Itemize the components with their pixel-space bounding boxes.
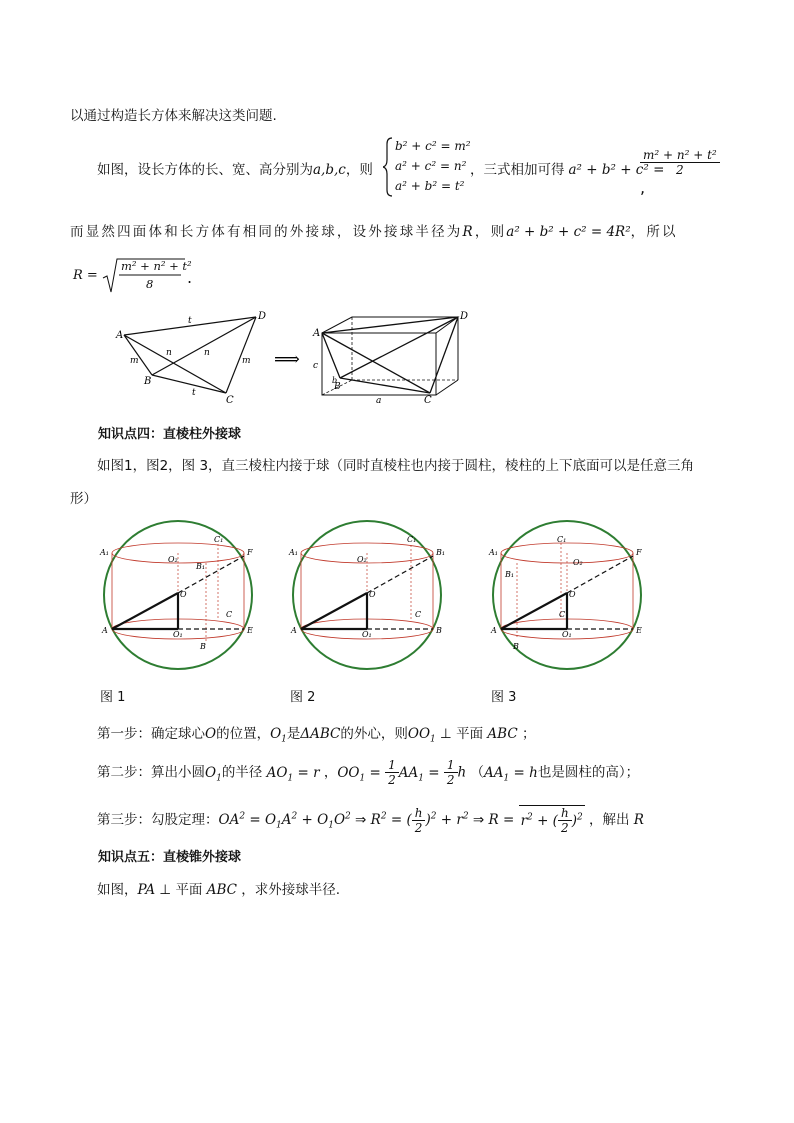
text-span: 是 [286,726,301,742]
label-O2: O₂ [357,555,367,564]
equation-row: a² + c² = n² [395,159,467,173]
label-B: B [144,376,152,387]
label-B1: B₁ [196,562,206,571]
label-O: O [180,590,187,599]
label-C: C [559,610,566,619]
label-B1: B₁ [436,548,446,557]
label-E: E [636,626,642,635]
step-1: 第一步：确定球心O的位置，$O_1$是ΔABC的外心，则$OO_1$ ⊥ 平面 ABC ； [97,726,536,745]
caption-fig-1: 图 1 [100,690,126,705]
paragraph-2 [97,158,373,178]
label-C1: C₁ [557,535,567,544]
text-span: 如图， [97,882,138,898]
tetrahedron-figure [108,305,488,405]
arrow-icon: ⟹ [274,349,300,370]
heading-knowledge-5: 知识点五：直棱锥外接球 [98,850,242,865]
edge-t: t [192,388,196,398]
edge-n: n [204,348,210,358]
label-F: F [636,548,642,557]
label-C: C [226,610,233,619]
text-span: ，三式相加可得 [470,162,565,178]
text-span: ，所以 [630,224,678,240]
sum-fraction: $\frac{\text{m² + n² + t²}}{2}$ , [640,148,720,197]
label-B1: B₁ [505,570,515,579]
text-span: 平面 [175,882,203,898]
label-c: c [313,361,319,371]
text-span: 的外心，则 [340,726,408,742]
edge-t: t [188,316,192,326]
text-span: 第一步：确定球心 [97,726,205,742]
fraction-numerator: m² + n² + t² [121,259,192,273]
label-D: D [258,311,267,322]
text-span: ，求外接球半径. [241,882,341,898]
label-F: F [247,548,253,557]
label-E: E [247,626,253,635]
label-O: O [369,590,376,599]
var-R: R [462,224,475,240]
label-B: B [436,626,442,635]
equation-4R: a² + b² + c² = 4R² [506,224,631,240]
vars-abc: a,b,c [313,162,346,178]
label-O1: O₁ [562,630,572,639]
label-A: A [491,626,497,635]
text-span: ，则 [345,162,373,178]
edge-m: m [130,356,139,366]
label-B: B [334,382,341,392]
equation-system [383,136,473,198]
paragraph-5: 如图，PA ⊥ 平面 ABC ，求外接球半径. [97,882,341,898]
edge-n: n [166,348,172,358]
sphere-figure-3 [487,515,652,675]
text-span: （ [470,764,485,781]
caption-fig-2: 图 2 [290,690,316,705]
text-span: 如图，设长方体的长、宽、高分别为 [97,162,313,178]
paragraph-4b: 形） [70,491,97,507]
text-span: 而显然四面体和长方体有相同的外接球，设外接球半径为 [70,224,463,240]
paragraph-3 [70,220,678,240]
label-D: D [460,311,469,322]
paragraph-4: 如图1，图2，图 3，直三棱柱内接于球（同时直棱柱也内接于圆柱，棱柱的上下底面可以是任意三角 [97,458,695,474]
label-a: a [376,396,382,405]
paragraph-2-cont [470,158,664,178]
fraction-denominator: 8 [146,277,154,291]
sphere-figure-1 [98,515,263,675]
label-A1: A₁ [100,548,109,557]
fraction-denominator: 2 [676,163,684,177]
label-O1: O₁ [362,630,372,639]
label-C: C [424,395,432,405]
label-C1: C₁ [407,535,417,544]
label-O1: O₁ [173,630,183,639]
step-3: 第三步：勾股定理：$OA^2 = O_1A^2 + O_1O^2$ ⇒ $R^2$ = ( $\frac{h}{2}$ )$^2 + r^2$ ⇒ $R = r^2$ + ( $\frac{h}{2}$ )$^2$ ，解出 R [97,805,644,835]
caption-fig-3: 图 3 [491,690,517,705]
label-O2: O₂ [168,555,178,564]
label-A1: A₁ [489,548,498,557]
label-C1: C₁ [214,535,224,544]
sphere-figure-2 [287,515,452,675]
text-span: 平面 [456,726,484,742]
sum-lhs: a² + b² + c² = [568,162,665,178]
text-span: ，则 [474,224,507,240]
label-O: O [569,590,576,599]
equation-row: b² + c² = m² [395,139,471,153]
label-B: B [200,642,206,651]
label-b: b [332,376,338,385]
heading-knowledge-4: 知识点四：直棱柱外接球 [98,427,242,442]
text-span: 第二步：算出小圆 [97,764,205,781]
fraction-numerator: m² + n² + t² [640,148,720,163]
paragraph-1: 以通过构造长方体来解决这类问题. [70,108,277,124]
equation-row: a² + b² = t² [395,179,465,193]
radius-formula: R = m² + n² + t² 8 . [73,256,203,296]
text-span: ； [521,726,536,742]
label-A: A [102,626,108,635]
text-span: 的半径 [221,764,263,781]
text-span: 的位置， [216,726,271,742]
text-span: 也是圆柱的高）； [537,764,640,781]
label-A1: A₁ [289,548,298,557]
edge-m: m [242,356,251,366]
label-O2: O₂ [573,558,583,567]
R-lhs: R = [73,268,98,283]
text-span: 第三步：勾股定理： [97,812,219,828]
text-span: ，解出 [589,812,630,828]
label-C: C [226,395,234,405]
step-2: 第二步：算出小圆$O_1$的半径 $AO_1 = r$ ，$OO_1$ = $\frac{1}{2}$ $AA_1$ = $\frac{1}{2}$ h （$AA_1 = h$也是圆柱的高）； [97,758,640,787]
label-A: A [291,626,297,635]
label-B: B [513,642,519,651]
label-A: A [313,328,321,339]
label-C: C [415,610,422,619]
label-A: A [116,330,124,341]
